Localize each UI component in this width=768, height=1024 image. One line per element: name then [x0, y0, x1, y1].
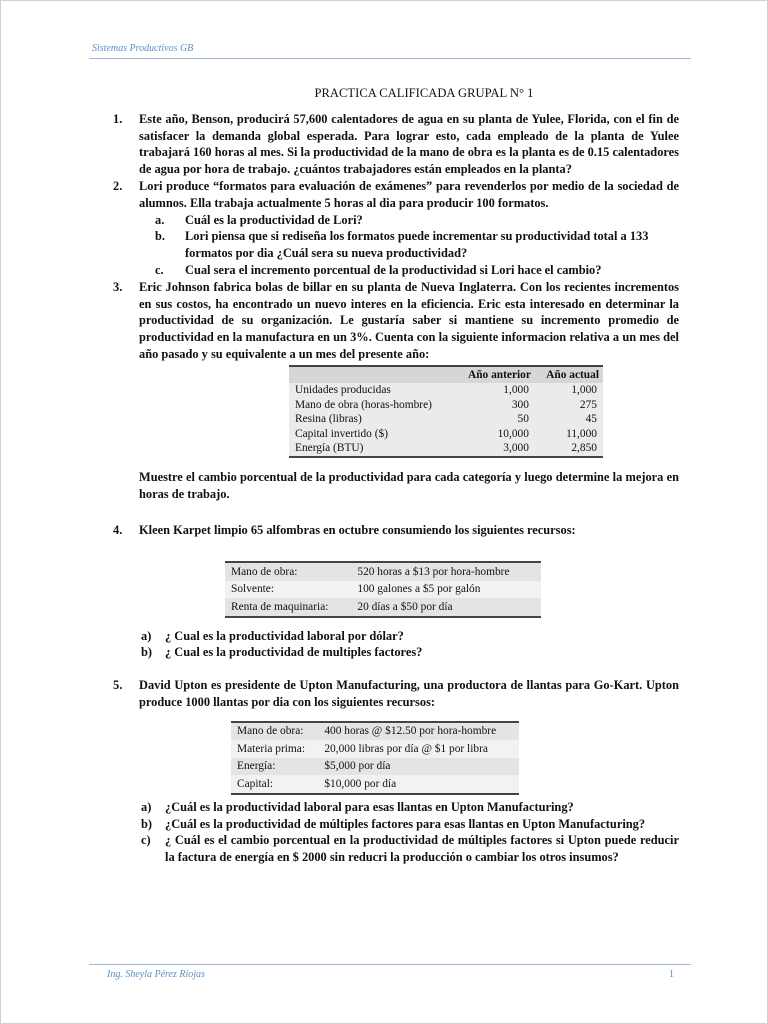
option-a: [141, 628, 679, 645]
table-cell: 3,000: [456, 441, 535, 457]
option-letter: b): [141, 645, 153, 660]
question-number: 4.: [113, 523, 123, 538]
document-title: PRACTICA CALIFICADA GRUPAL N° 1: [314, 86, 534, 100]
table-cell: Unidades producidas: [289, 383, 456, 398]
question-text: Este año, Benson, producirá 57,600 calentadores de agua en su planta de Yulee, Florida, con el fin de satisfacer la demanda global esperada. Para lograr esto, cada empleado de la planta de Yulee trabajará 160 horas al mes. Si la productividad de la mano de obra es la planta es de 0.15 calentadores de agua por hora de trabajo. ¿cuántos trabajadores están empleados en la planta?: [139, 111, 679, 177]
sub-question-text: Cual sera el incremento porcentual de la productividad si Lori hace el cambio?: [185, 262, 602, 277]
table-cell: 1,000: [456, 383, 535, 398]
table-cell: Materia prima:: [231, 740, 318, 758]
table-cell: Solvente:: [225, 581, 351, 599]
table-cell: Energía:: [231, 758, 318, 776]
question-text: Eric Johnson fabrica bolas de billar en su planta de Nueva Inglaterra. Con los recientes incrementos en sus costos, ha encontrado un nuevo interes en la eficiencia. Eric esta interesado en determinar la productividad de su organización. Le gustaría saber si mantiene su incremento promedio de productividad en la manufactura en un 3%. Cuenta con la siguiente informacion relativa a un mes del año pasado y su equivalente a un mes del presente año:: [139, 279, 679, 361]
table-cell: 2,850: [535, 441, 603, 457]
option-text: ¿Cuál es la productividad de múltiples factores para esas llantas en Upton Manufacturing?: [165, 816, 646, 831]
option-b: [141, 816, 679, 833]
table-row: [289, 427, 603, 442]
table-header-row: [289, 366, 603, 384]
table-cell: 275: [535, 398, 603, 413]
option-text: ¿ Cual es la productividad de multiples factores?: [165, 645, 423, 660]
table-cell: 400 horas @ $12.50 por hora-hombre: [318, 722, 519, 741]
sub-question-letter: b.: [155, 229, 165, 244]
option-letter: c): [141, 833, 151, 848]
option-letter: a): [141, 628, 152, 643]
table-cell: Resina (libras): [289, 412, 456, 427]
table-header-cell: Año actual: [535, 366, 603, 384]
table-row: [289, 412, 603, 427]
table-cell: 11,000: [535, 427, 603, 442]
page-number: 1: [669, 969, 674, 980]
sub-question-c: [155, 262, 679, 279]
table-cell: Renta de maquinaria:: [225, 598, 351, 617]
table-row: [289, 398, 603, 413]
table-cell: 100 galones a $5 por galón: [351, 581, 541, 599]
table-row: [231, 722, 519, 741]
table-cell: $10,000 por día: [318, 775, 519, 794]
table-header-cell: Año anterior: [456, 366, 535, 384]
footer-author: Ing. Sheyla Pérez Riojas: [107, 969, 205, 980]
question-number: 3.: [113, 279, 123, 294]
table-cell: $5,000 por día: [318, 758, 519, 776]
option-text: ¿ Cuál es el cambio porcentual en la productividad de múltiples factores si Upton puede reducir la factura de energía en $ 2000 sin reducri la producción o cambiar los otros insumos?: [165, 833, 679, 865]
page-header: Sistemas Productivos GB: [92, 43, 194, 54]
question-number: 2.: [113, 178, 123, 193]
productivity-table: [289, 365, 603, 458]
question-number: 1.: [113, 111, 123, 126]
table-cell: 1,000: [535, 383, 603, 398]
table-cell: Capital:: [231, 775, 318, 794]
question-3: [113, 279, 679, 363]
footer-divider: [89, 964, 691, 965]
question-4: [113, 522, 679, 539]
table-cell: Mano de obra:: [231, 722, 318, 741]
question-text: Kleen Karpet limpio 65 alfombras en octubre consumiendo los siguientes recursos:: [139, 523, 576, 538]
table-row: [289, 441, 603, 457]
table-row: [231, 775, 519, 794]
table-cell: 50: [456, 412, 535, 427]
table-row: [289, 383, 603, 398]
table-cell: 520 horas a $13 por hora-hombre: [351, 562, 541, 581]
option-a: [141, 799, 679, 816]
option-b: [141, 644, 679, 661]
question-2: [113, 178, 679, 212]
resources-table: [225, 561, 541, 618]
question-3-instruction: Muestre el cambio porcentual de la productividad para cada categoría y luego determine la mejora en horas de trabajo.: [139, 469, 679, 501]
option-letter: a): [141, 799, 152, 814]
question-text: Lori produce “formatos para evaluación de exámenes” para revenderlos por medio de la sociedad de alumnos. Ella trabaja actualmente 5 horas al dia para producir 100 formatos.: [139, 178, 679, 210]
table-cell: Mano de obra (horas-hombre): [289, 398, 456, 413]
table-row: [231, 758, 519, 776]
table-cell: 10,000: [456, 427, 535, 442]
table-row: [225, 581, 541, 599]
sub-question-text: Lori piensa que si rediseña los formatos puede incrementar su productividad total a 133 formatos por dia ¿Cuál sera su nueva productividad?: [185, 229, 649, 261]
option-c: [141, 832, 679, 866]
table-cell: 45: [535, 412, 603, 427]
sub-question-b: [155, 228, 679, 262]
question-text: David Upton es presidente de Upton Manufacturing, una productora de llantas para Go-Kart. Upton produce 1000 llantas por dia con los siguientes recursos:: [139, 678, 679, 710]
question-1: [113, 111, 679, 178]
table-cell: Energía (BTU): [289, 441, 456, 457]
question-number: 5.: [113, 678, 123, 693]
table-cell: 20 días a $50 por día: [351, 598, 541, 617]
sub-question-letter: c.: [155, 262, 164, 277]
table-cell: 20,000 libras por día @ $1 por libra: [318, 740, 519, 758]
table-row: [225, 562, 541, 581]
table-header-cell: [289, 366, 456, 384]
table-cell: Capital invertido ($): [289, 427, 456, 442]
option-text: ¿Cuál es la productividad laboral para esas llantas en Upton Manufacturing?: [165, 799, 574, 814]
header-divider: [89, 58, 691, 59]
question-5: [113, 677, 679, 711]
option-text: ¿ Cual es la productividad laboral por dólar?: [165, 628, 404, 643]
resources-table: [231, 721, 519, 795]
table-cell: 300: [456, 398, 535, 413]
sub-question-a: [155, 212, 679, 229]
sub-question-text: Cuál es la productividad de Lori?: [185, 212, 363, 227]
table-row: [231, 740, 519, 758]
table-row: [225, 598, 541, 617]
sub-question-letter: a.: [155, 212, 165, 227]
option-letter: b): [141, 816, 153, 831]
table-cell: Mano de obra:: [225, 562, 351, 581]
document-body: [113, 85, 679, 866]
